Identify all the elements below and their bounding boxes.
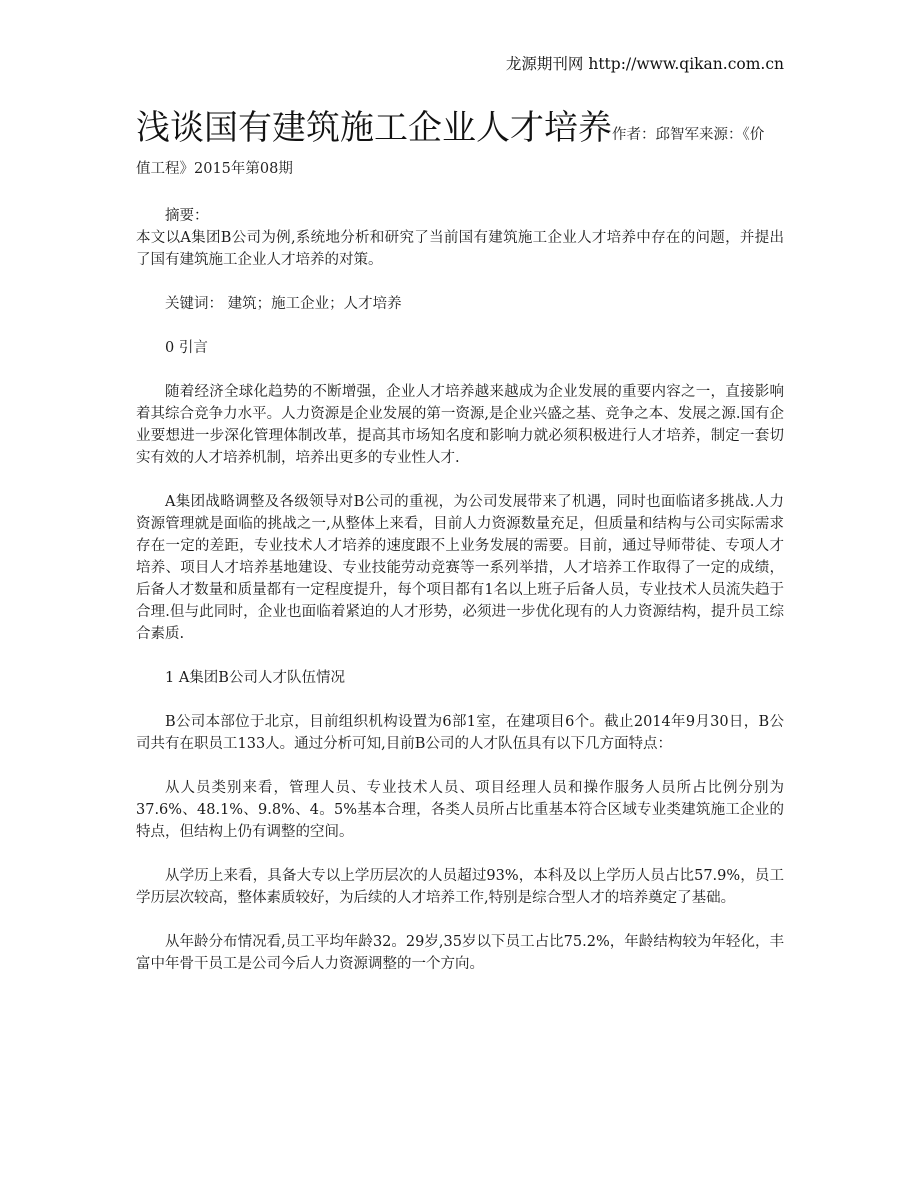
journal-source-header: 龙源期刊网 http://www.qikan.com.cn: [505, 55, 784, 73]
section-heading-talent: 1 A集团B公司人才队伍情况: [165, 670, 345, 686]
paragraph: 从人员类别来看，管理人员、专业技术人员、项目经理人员和操作服务人员所占比例分别为37.6%、48.1%、9.8%、4。5%基本合理，各类人员所占比重基本符合区域专业类建筑施工企业的特点，但结构上仍有调整的空间。: [136, 780, 784, 840]
paragraph: 随着经济全球化趋势的不断增强，企业人才培养越来越成为企业发展的重要内容之一，直接影响着其综合竞争力水平。人力资源是企业发展的第一资源,是企业兴盛之基、竞争之本、发展之源.国有企业要想进一步深化管理体制改革，提高其市场知名度和影响力就必须积极进行人才培养，制定一套切实有效的人才培养机制，培养出更多的专业性人才.: [136, 384, 784, 466]
byline: 作者：邱智军来源：《价: [612, 127, 765, 143]
section-heading-intro: 0 引言: [165, 340, 208, 356]
article-title: 浅谈国有建筑施工企业人才培养: [136, 108, 612, 148]
paragraph: A集团战略调整及各级领导对B公司的重视，为公司发展带来了机遇，同时也面临诸多挑战.人力资源管理就是面临的挑战之一,从整体上来看，目前人力资源数量充足，但质量和结构与公司实际需求存在一定的差距，专业技术人才培养的速度跟不上业务发展的需要。目前，通过导师带徒、专项人才培养、项目人才培养基地建设、专业技能劳动竞赛等一系列举措，人才培养工作取得了一定的成绩，后备人才数量和质量都有一定程度提升，每个项目都有1名以上班子后备人员，专业技术人员流失趋于合理.但与此同时，企业也面临着紧迫的人才形势，必须进一步优化现有的人力资源结构，提升员工综合素质.: [136, 494, 784, 642]
byline-continued: 值工程》2015年第08期: [136, 161, 293, 177]
title-line: [136, 104, 784, 159]
article-body: [136, 104, 784, 997]
paragraph: 从年龄分布情况看,员工平均年龄32。29岁,35岁以下员工占比75.2%，年龄结构较为年轻化，丰富中年骨干员工是公司今后人力资源调整的一个方向。: [136, 934, 784, 972]
abstract-text: 本文以A集团B公司为例,系统地分析和研究了当前国有建筑施工企业人才培养中存在的问题，并提出了国有建筑施工企业人才培养的对策。: [136, 230, 784, 268]
abstract-label: 摘要：: [165, 208, 209, 224]
paragraph: B公司本部位于北京，目前组织机构设置为6部1室，在建项目6个。截止2014年9月30日，B公司共有在职员工133人。通过分析可知,目前B公司的人才队伍具有以下几方面特点：: [136, 714, 784, 752]
paragraph: 从学历上来看，具备大专以上学历层次的人员超过93%，本科及以上学历人员占比57.9%，员工学历层次较高，整体素质较好，为后续的人才培养工作,特别是综合型人才的培养奠定了基础。: [136, 868, 784, 906]
keywords: 关键词： 建筑；施工企业；人才培养: [165, 296, 402, 312]
